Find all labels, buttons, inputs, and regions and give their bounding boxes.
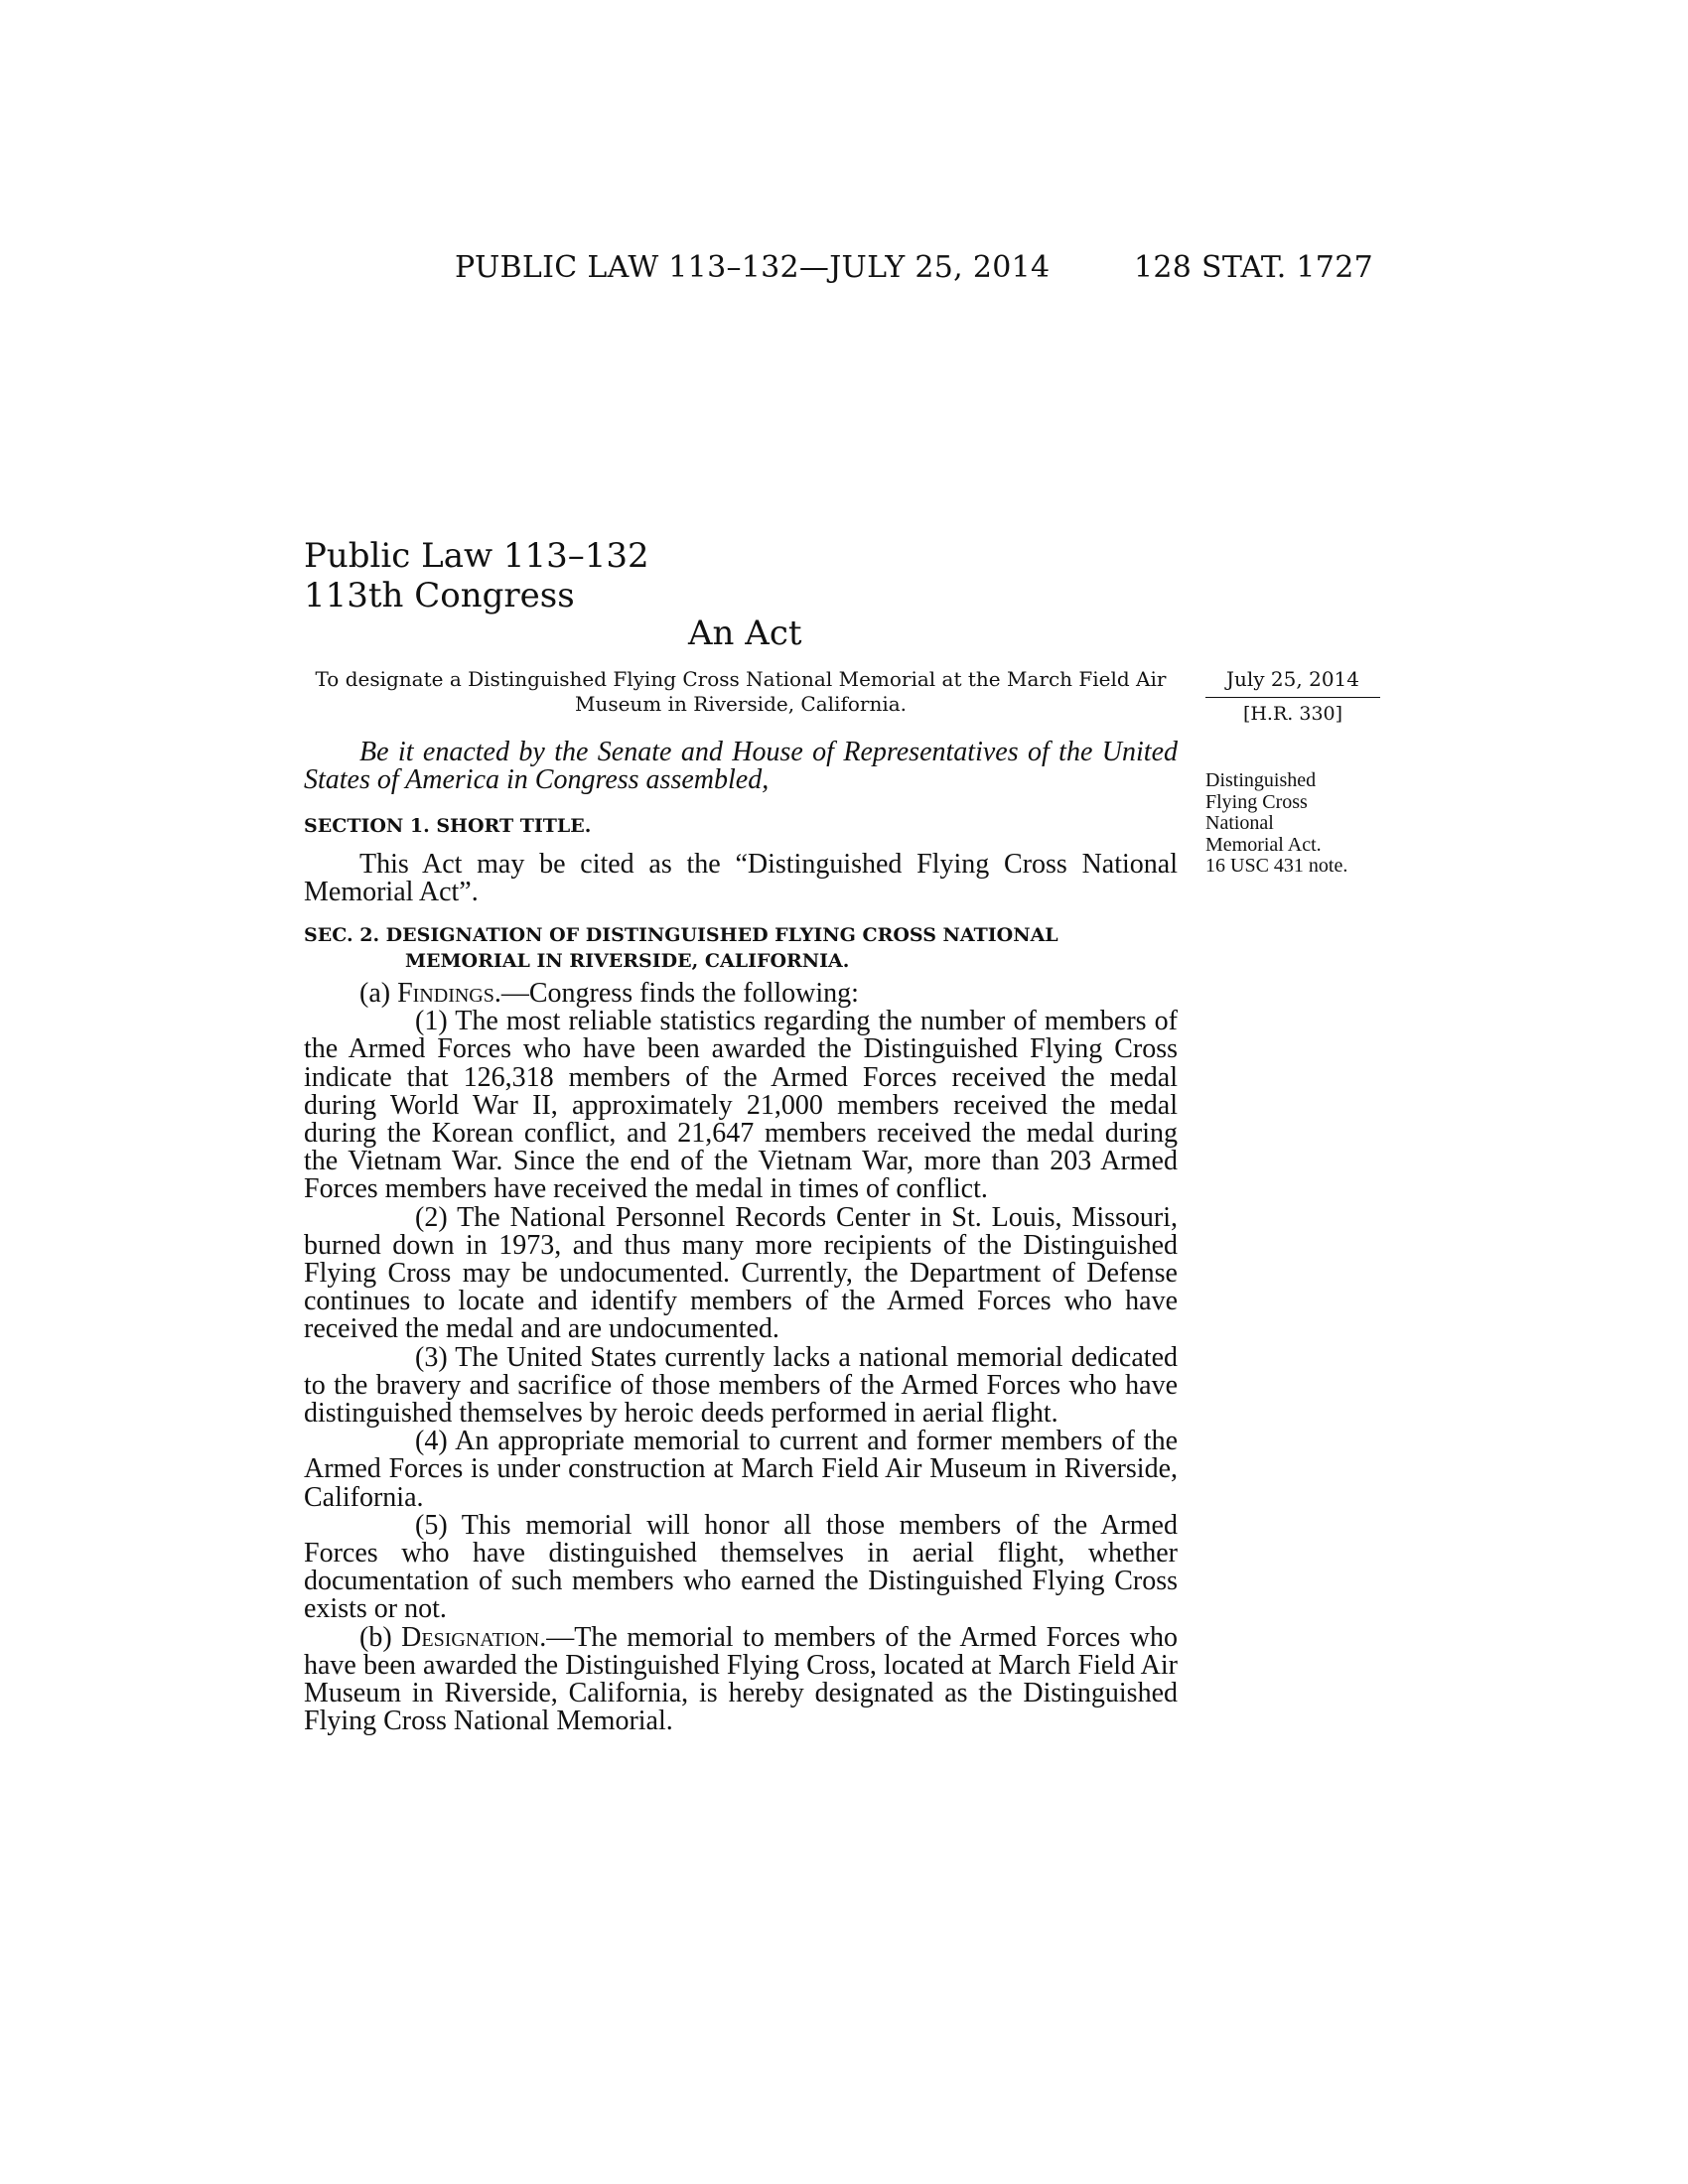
findings-intro-text: .—Congress finds the following: [493,978,859,1010]
finding-item: (2) The National Personnel Records Center in St. Louis, Missouri, burned down in 1973, and thus many more recipients of the Distinguished Flying Cross may be undocumented. Currently, the Department of Defense continues to locate and identify members of the Armed Forces who have received the medal and are undocumented. [304,1201,1178,1345]
section-1-text: This Act may be cited as the “Distinguished Flying Cross National Memorial Act”. [304,848,1178,907]
running-header-stat-ref: 128 STAT. 1727 [1134,250,1373,285]
running-header-law-date: PUBLIC LAW 113–132—JULY 25, 2014 [455,250,1051,285]
finding-item: (4) An appropriate memorial to current and former members of the Armed Forces is under construction at March Field Air Museum in Riverside, California. [304,1426,1178,1513]
margin-bill-number: [H.R. 330] [1242,703,1343,725]
findings-label: (a) [359,978,398,1010]
designation-text: .—The memorial to members of the Armed Forces who have been awarded the Distinguished Flying Cross, located at March Field Air Museum in Riverside, California, is hereby designated as the Distinguished Flying Cross National Memorial. [304,1621,1178,1737]
congress-label: 113th Congress [304,576,575,615]
findings-caption: Findings [397,978,494,1010]
designation-label: (b) [359,1621,402,1653]
public-law-title: Public Law 113–132 [304,536,649,576]
findings-intro [304,980,1178,1008]
section-2-heading: SEC. 2. DESIGNATION OF DISTINGUISHED FLYING CROSS NATIONAL MEMORIAL IN RIVERSIDE, CALIFORNIA. [304,924,1058,973]
finding-item: (1) The most reliable statistics regarding the number of members of the Armed Forces who have been awarded the Distinguished Flying Cross indicate that 126,318 members of the Armed Forces received the medal during World War II, approximately 21,000 members received the medal during the Korean conflict, and 21,647 members received the medal during the Vietnam War. Since the end of the Vietnam War, more than 203 Armed Forces members have received the medal in times of conflict. [304,1006,1178,1205]
margin-note-line: Memorial Act. [1205,833,1322,856]
designation-caption: Designation [401,1621,540,1653]
enacting-clause: Be it enacted by the Senate and House of Representatives of the United States of America in Congress assembled, [304,737,1178,796]
margin-note-line: Distinguished [1205,769,1317,791]
margin-note-line: 16 USC 431 note. [1205,855,1348,877]
margin-short-title-note [1205,770,1347,878]
designation-paragraph [304,1621,1178,1737]
finding-item: (3) The United States currently lacks a national memorial dedicated to the bravery and sacrifice of those members of the Armed Forces who have distinguished themselves by heroic deeds performed in aerial flight. [304,1341,1178,1430]
section-1-heading: SECTION 1. SHORT TITLE. [304,815,592,838]
margin-note-line: Flying Cross [1205,790,1308,813]
margin-note-line: National [1205,812,1274,834]
finding-item: (5) This memorial will honor all those members of the Armed Forces who have distinguished themselves in aerial flight, whether documentation of such members who earned the Distinguished Flying Cross exists or not. [304,1509,1178,1625]
act-body [304,739,1178,1736]
margin-date: July 25, 2014 [1205,667,1380,698]
an-act-label: An Act [688,614,802,653]
act-purpose: To designate a Distinguished Flying Cross National Memorial at the March Field Air Museum in Riverside, California. [315,667,1167,716]
